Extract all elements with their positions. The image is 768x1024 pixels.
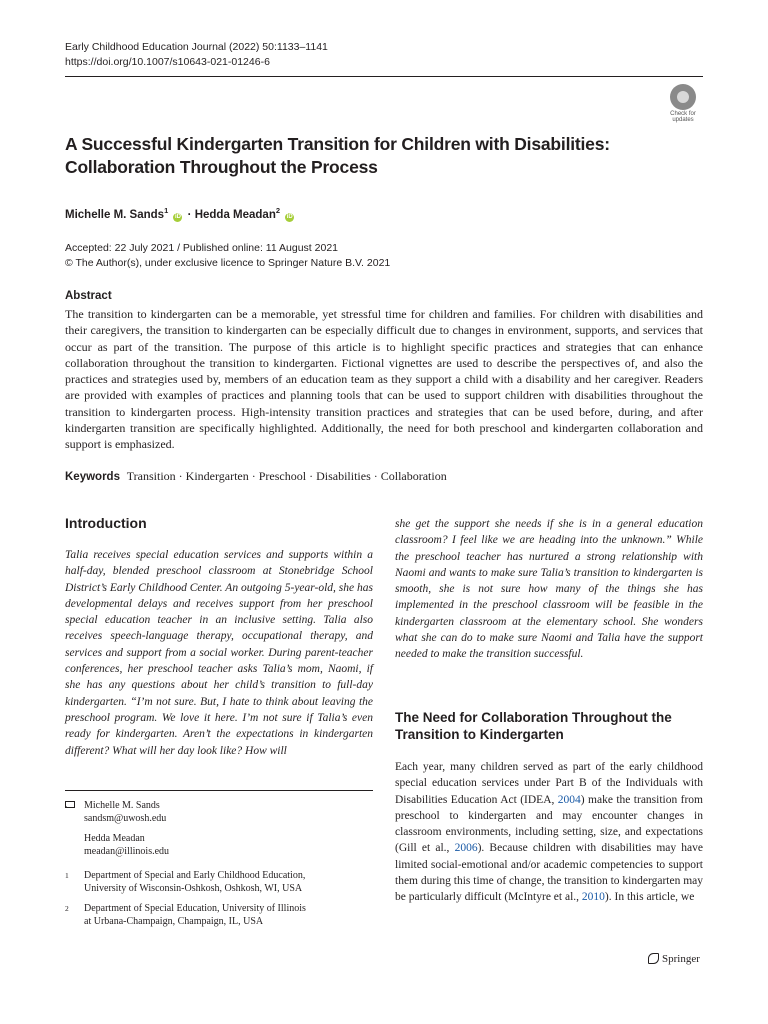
citation-link[interactable]: 2004 <box>557 793 581 806</box>
doi-link[interactable]: https://doi.org/10.1007/s10643-021-01246-6 <box>65 56 270 68</box>
body-text: ). In this article, we <box>604 891 695 904</box>
affiliation-mark: 2 <box>275 206 281 215</box>
affiliation-1 <box>65 869 373 895</box>
corresponding-contacts <box>65 799 373 858</box>
accepted-published-line: Accepted: 22 July 2021 / Published online: 11 August 2021 <box>65 242 339 254</box>
citation-link[interactable]: 2010 <box>581 891 605 904</box>
body-text: Each year, many children served as part of the early childhood special education services under Part B of the Individuals with Disabilities Education Act (IDEA, <box>395 761 703 806</box>
orcid-icon[interactable]: iD <box>174 213 181 220</box>
copyright-line: © The Author(s), under exclusive licence to Springer Nature B.V. 2021 <box>65 256 391 269</box>
section-heading: The Need for Collaboration Throughout the Transition to Kindergarten <box>395 710 672 742</box>
affiliation-2 <box>65 902 373 928</box>
author-name: Hedda Meadan <box>194 208 276 221</box>
vignette-right-column: she get the support she needs if she is in a general education classroom? I feel like we are heading into the unknown.” While the preschool teacher has nurtured a strong relationship with Naomi and wants to make sure Talia’s transition to kindergarten is smooth, she is not sure how many of the things she has implemented in the preschool classroom will be feasible in the kindergarten classroom at the elementary school. She wonders what she can do to make sure Naomi and Talia have the support needed to make the transition successful. <box>395 518 703 661</box>
check-for-updates-label: Check for updates <box>670 111 696 123</box>
author-list <box>65 203 296 223</box>
envelope-icon <box>65 801 75 808</box>
affiliation-line: Department of Special and Early Childhood Education, <box>84 870 306 881</box>
keywords-heading: Keywords <box>65 471 120 483</box>
article-title: A Successful Kindergarten Transition for Children with Disabilities: Collaboration Throughout the Process <box>65 134 610 177</box>
contact-email[interactable]: meadan@illinois.edu <box>84 846 170 857</box>
author-separator: · <box>187 208 192 221</box>
keywords-line <box>65 468 447 485</box>
journal-header <box>65 40 328 70</box>
affiliation-mark: 1 <box>164 206 169 215</box>
abstract-text: The transition to kindergarten can be a memorable, yet stressful time for children and families. For children with disabilities and their caregivers, the transition to kindergarten can be especially difficult due to changes in environment, supports, and services that occur as part of the transition. The purpose of this article is to highlight specific practices and strategies that can enhance collaboration throughout the transition to kindergarten. Fictional vignettes are used to describe the perspectives of, and also the practices and strategies used by, members of an education team as they support a child with a disability and her caregiver. Readers are provided with examples of practices and planning tools that can be used to support children with disabilities throughout the transition to kindergarten process. High-intensity transition practices and strategies that can be used before, during, and after kindergarten transition are specifically highlighted. Additionally, the need for both preschool and kindergarten collaboration and support is emphasized. <box>65 307 703 452</box>
affiliation-number: 1 <box>65 871 69 880</box>
affiliation-line: Department of Special Education, University of Illinois <box>84 903 306 914</box>
journal-citation: Early Childhood Education Journal (2022) 50:1133–1141 <box>65 41 328 53</box>
publisher-name: Springer <box>662 953 700 965</box>
contact-name: Michelle M. Sands <box>84 800 160 811</box>
vignette-left-column: Talia receives special education services and supports within a half-day, blended preschool classroom at Stonebridge School District’s Early Childhood Center. An outgoing 5-year-old, she has developmental delays and receives support from her preschool special education teacher in an inclusive setting. Talia also receives speech-language therapy, occupational therapy, and services and support from a social worker. During parent-teacher conferences, her preschool teacher asks Talia’s mom, Naomi, if she has any questions about her child’s transition to full-day kindergarten. “I’m not sure. But, I hate to think about leaving the preschool program. We love it here. I’m not sure if Talia’s even ready for kindergarten. Aren’t the expectations in kindergarten different? What will her day look like? How will <box>65 549 373 757</box>
header-rule <box>65 76 703 77</box>
keywords-text: Transition · Kindergarten · Preschool · Disabilities · Collaboration <box>126 469 447 483</box>
author-name: Michelle M. Sands <box>65 208 165 221</box>
check-for-updates-icon <box>670 84 696 110</box>
contact-name: Hedda Meadan <box>84 833 145 844</box>
publisher-mark <box>648 952 700 966</box>
citation-link[interactable]: 2006 <box>454 842 478 855</box>
section-body <box>395 759 703 906</box>
introduction-heading: Introduction <box>65 515 147 531</box>
contact-email[interactable]: sandsm@uwosh.edu <box>84 813 167 824</box>
abstract-heading: Abstract <box>65 290 112 302</box>
affiliation-line: at Urbana-Champaign, Champaign, IL, USA <box>84 916 264 927</box>
orcid-icon[interactable]: iD <box>286 213 293 220</box>
body-text: ) make the transition from preschool to kindergarten and may encounter changes in classroom environments, including setting, size, and expectations (Gill et al., <box>395 793 703 855</box>
publication-dates <box>65 241 390 270</box>
body-text: ). Because children with disabilities may have limited social-emotional and/or academic competencies to support them during this time of change, the transition to kindergarten may be particularly difficult (McIntyre et al., <box>395 842 703 904</box>
check-for-updates-badge[interactable] <box>662 84 704 124</box>
affiliation-number: 2 <box>65 904 69 913</box>
affiliation-line: University of Wisconsin-Oshkosh, Oshkosh, WI, USA <box>84 883 303 894</box>
springer-horse-icon <box>648 953 659 964</box>
footnote-rule <box>65 790 373 791</box>
